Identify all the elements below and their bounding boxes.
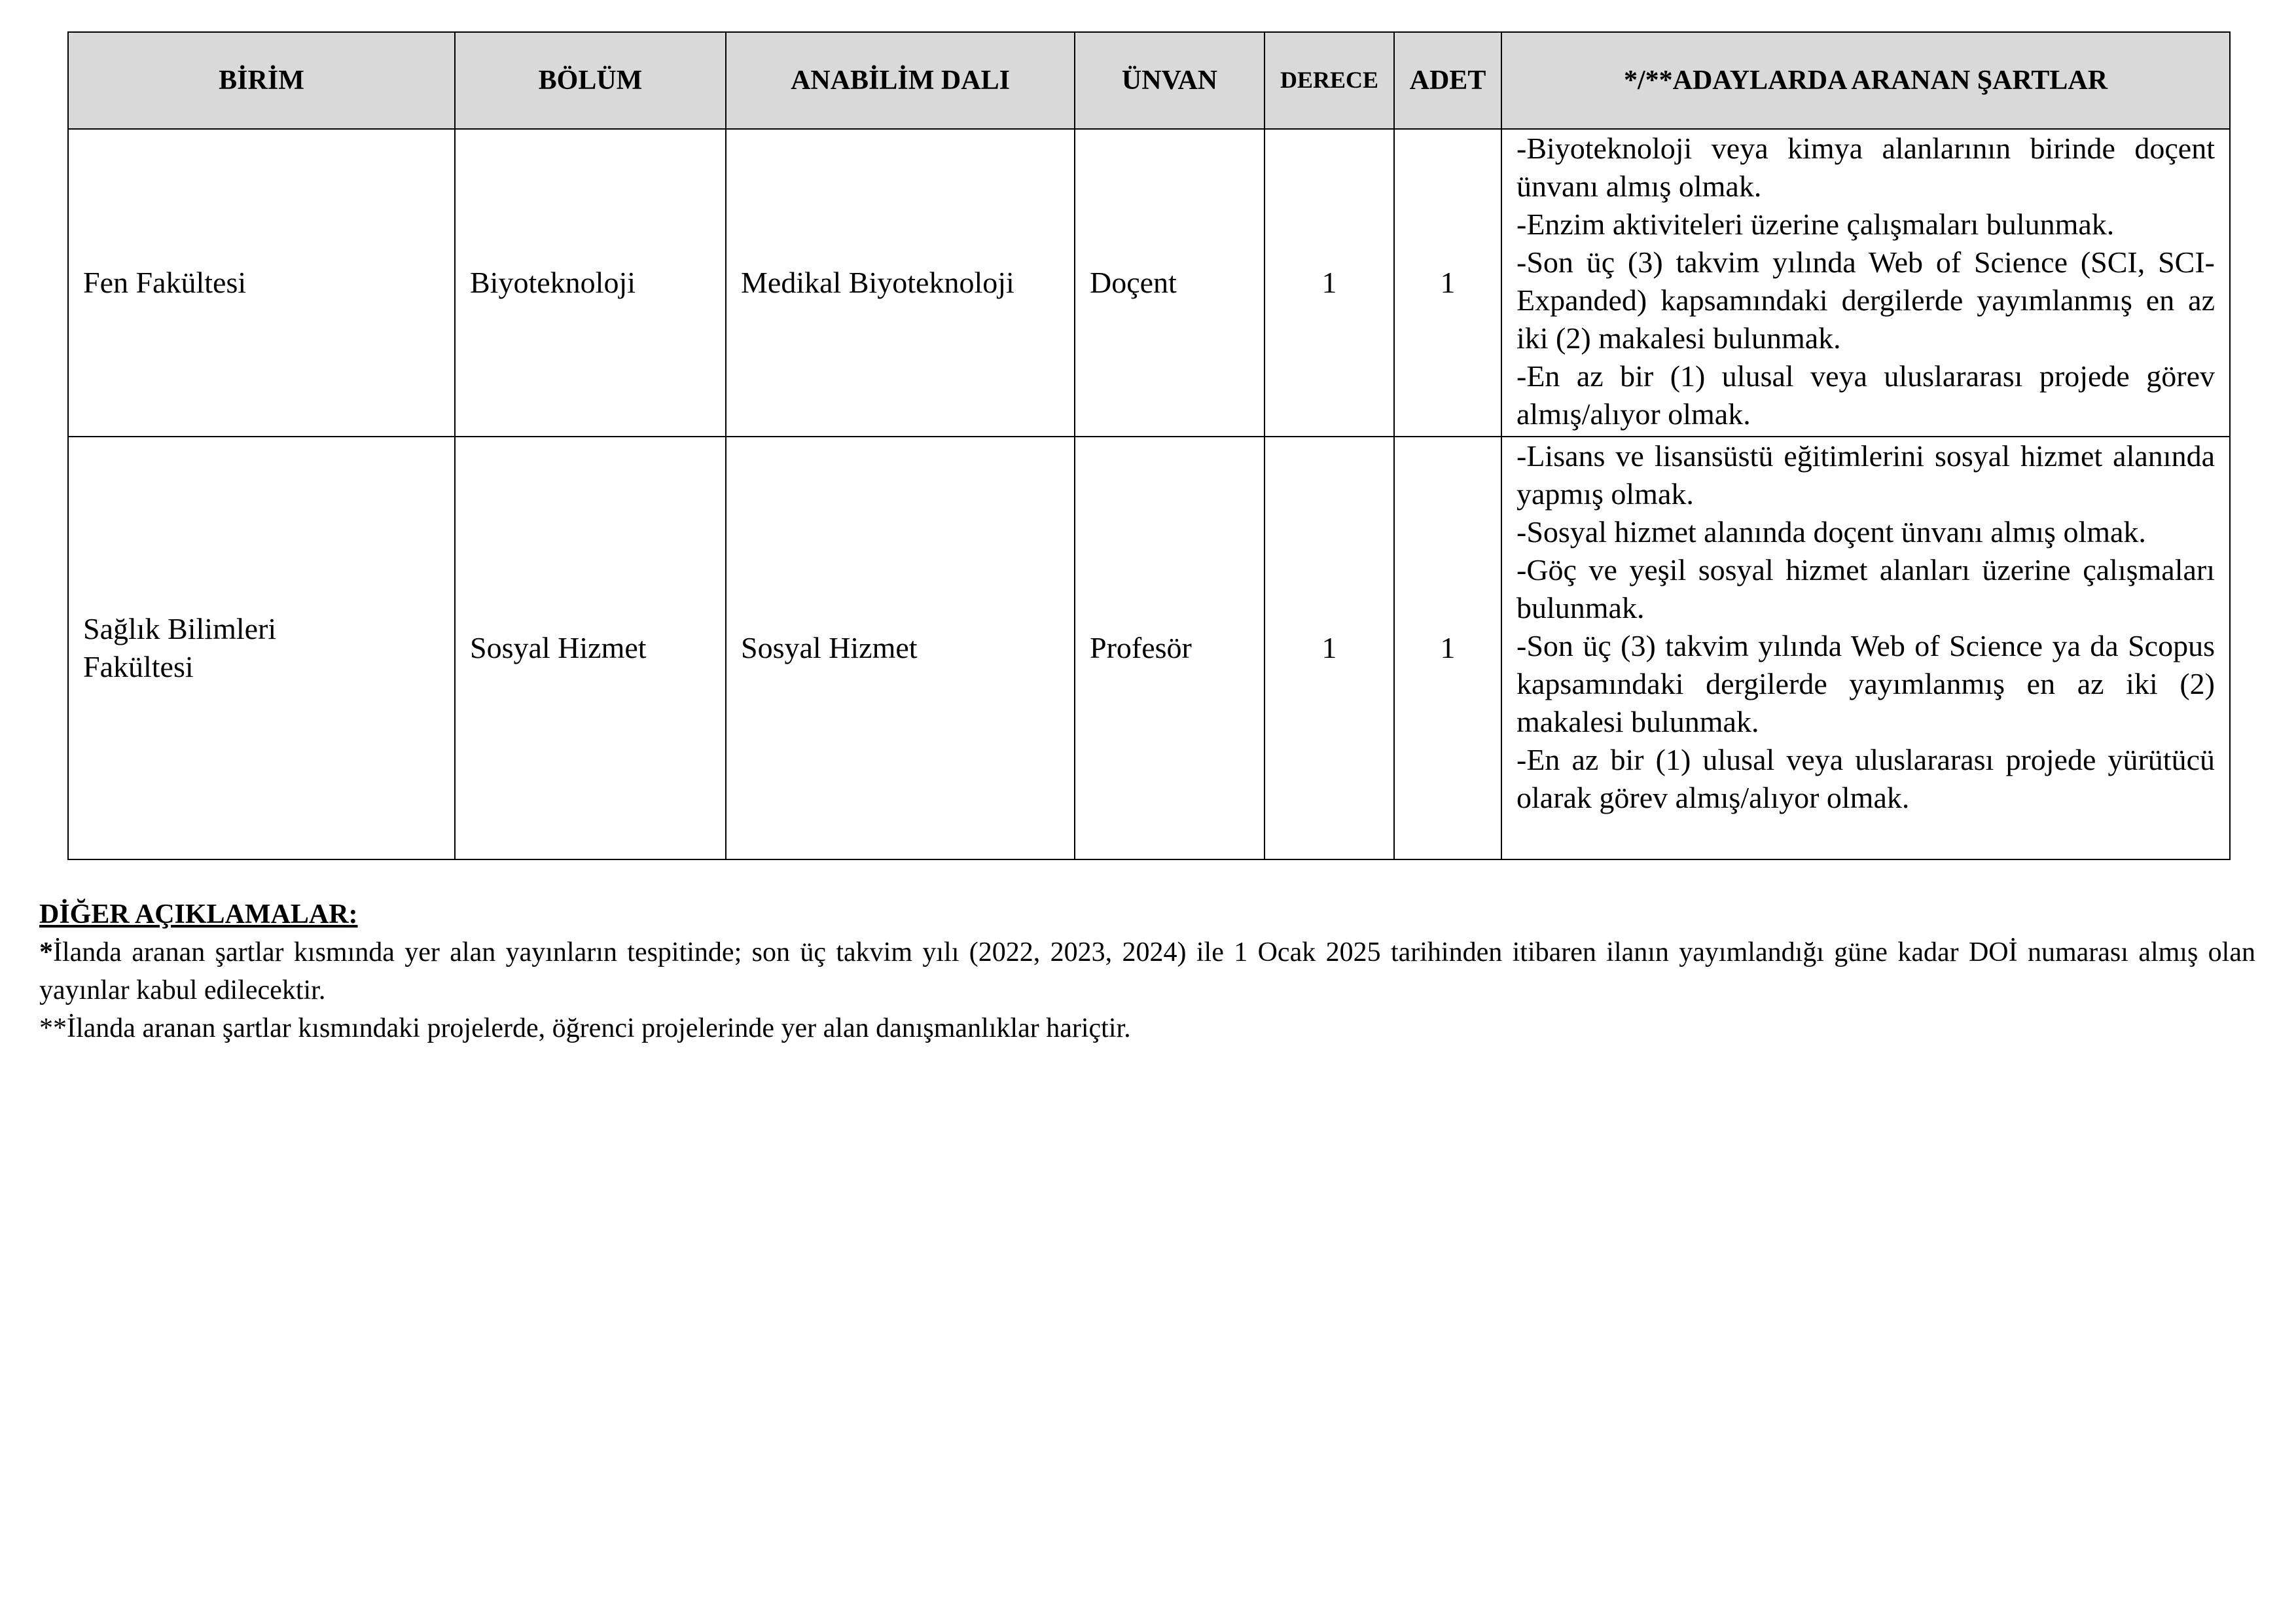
cell-adet: 1 bbox=[1394, 437, 1501, 859]
cell-adet: 1 bbox=[1394, 129, 1501, 437]
cell-derece: 1 bbox=[1265, 129, 1394, 437]
cell-anabilim-dali: Sosyal Hizmet bbox=[726, 437, 1075, 859]
notes-title-colon: : bbox=[348, 899, 358, 929]
note-item bbox=[39, 933, 2255, 1009]
notes-title bbox=[39, 895, 2255, 933]
table-header-row bbox=[68, 32, 2230, 129]
cell-aranan-sartlar bbox=[1501, 129, 2230, 437]
cell-anabilim-dali: Medikal Biyoteknoloji bbox=[726, 129, 1075, 437]
cell-derece: 1 bbox=[1265, 437, 1394, 859]
cell-bolum: Sosyal Hizmet bbox=[455, 437, 726, 859]
requirement-item: -En az bir (1) ulusal veya uluslararası projede görev almış/alıyor olmak. bbox=[1516, 359, 2215, 431]
requirement-item: -Son üç (3) takvim yılında Web of Science (SCI, SCI-Expanded) kapsamındaki dergilerde yayımlanmış en az iki (2) makalesi bulunmak. bbox=[1516, 245, 2215, 355]
positions-table bbox=[67, 31, 2231, 860]
other-notes-section bbox=[39, 895, 2255, 1047]
note-text: İlanda aranan şartlar kısmındaki projelerde, öğrenci projelerinde yer alan danışmanlıklar hariçtir. bbox=[67, 1013, 1131, 1043]
header-bolum: BÖLÜM bbox=[455, 32, 726, 129]
header-adet: ADET bbox=[1394, 32, 1501, 129]
header-anabilim-dali: ANABİLİM DALI bbox=[726, 32, 1075, 129]
requirement-item: -Lisans ve lisansüstü eğitimlerini sosyal hizmet alanında yapmış olmak. bbox=[1516, 439, 2215, 511]
header-aranan-sartlar: */**ADAYLARDA ARANAN ŞARTLAR bbox=[1501, 32, 2230, 129]
note-text: İlanda aranan şartlar kısmında yer alan yayınların tespitinde; son üç takvim yılı (2022, 2023, 2024) ile 1 Ocak 2025 tarihinden itibaren ilanın yayımlandığı güne kadar DOİ numarası almış olan yayınlar kabul edilecektir. bbox=[39, 937, 2255, 1005]
cell-unvan: Profesör bbox=[1075, 437, 1265, 859]
requirement-item: -Sosyal hizmet alanında doçent ünvanı almış olmak. bbox=[1516, 515, 2146, 549]
requirement-item: -Enzim aktiviteleri üzerine çalışmaları bulunmak. bbox=[1516, 208, 2115, 241]
requirement-item: -Son üç (3) takvim yılında Web of Science ya da Scopus kapsamındaki dergilerde yayımlanmış en az iki (2) makalesi bulunmak. bbox=[1516, 629, 2215, 738]
header-unvan: ÜNVAN bbox=[1075, 32, 1265, 129]
cell-unvan: Doçent bbox=[1075, 129, 1265, 437]
header-derece: DERECE bbox=[1265, 32, 1394, 129]
cell-bolum: Biyoteknoloji bbox=[455, 129, 726, 437]
notes-title-text: DİĞER AÇIKLAMALAR bbox=[39, 899, 349, 929]
cell-birim: Fen Fakültesi bbox=[68, 129, 455, 437]
requirement-item: -En az bir (1) ulusal veya uluslararası projede yürütücü olarak görev almış/alıyor olmak. bbox=[1516, 743, 2215, 814]
cell-aranan-sartlar bbox=[1501, 437, 2230, 859]
table-row bbox=[68, 129, 2230, 437]
table-row bbox=[68, 437, 2230, 859]
note-item bbox=[39, 1009, 2255, 1047]
requirement-item: -Biyoteknoloji veya kimya alanlarının birinde doçent ünvanı almış olmak. bbox=[1516, 132, 2215, 203]
note-asterisk: * bbox=[39, 937, 53, 967]
cell-birim: Sağlık Bilimleri Fakültesi bbox=[68, 437, 455, 859]
requirement-item: -Göç ve yeşil sosyal hizmet alanları üzerine çalışmaları bulunmak. bbox=[1516, 553, 2215, 624]
header-birim: BİRİM bbox=[68, 32, 455, 129]
note-asterisk: ** bbox=[39, 1013, 67, 1043]
